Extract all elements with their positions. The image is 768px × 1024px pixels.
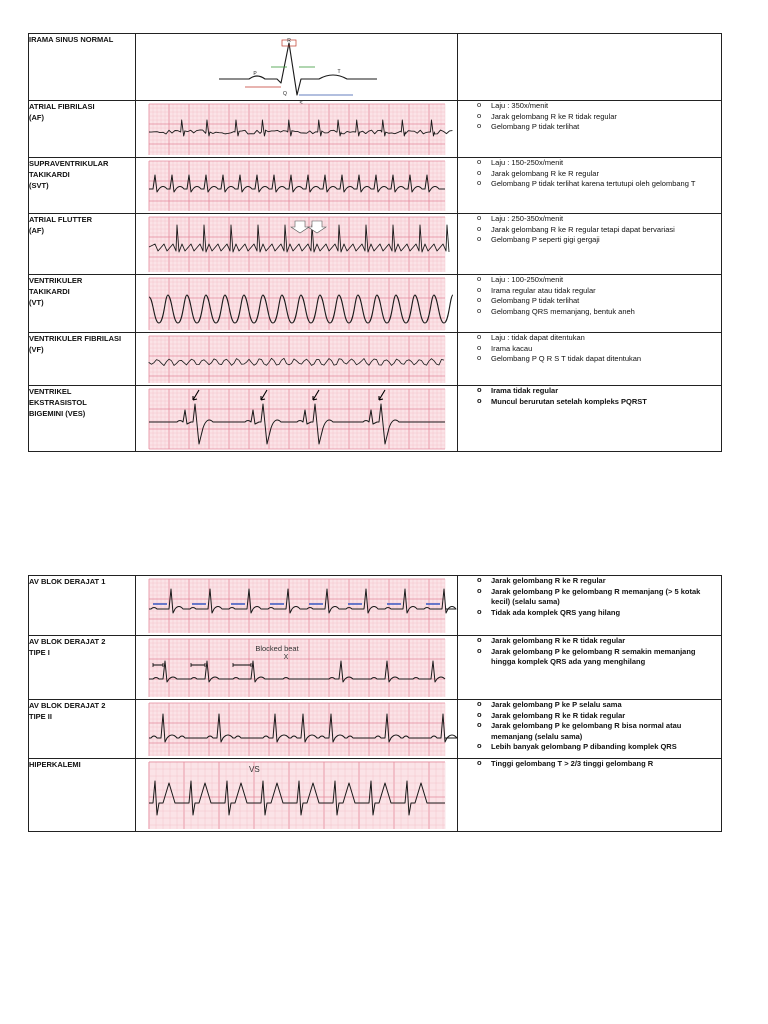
vs-label: VS: [248, 765, 260, 774]
wave-label-q: Q: [282, 91, 287, 97]
note-item: o Jarak gelombang R ke R regular tetapi dapat bervariasi: [458, 225, 721, 236]
wave-label-r: R: [286, 38, 291, 44]
rhythm-notes-list: [458, 214, 721, 246]
note-item: o Gelombang P tidak terlihat: [458, 122, 721, 133]
note-item: o Jarak gelombang R ke R tidak regular: [458, 112, 721, 123]
ecg-strip-avb2b: [149, 703, 445, 756]
note-item: o Irama kacau: [458, 344, 721, 355]
rhythm-notes-cell: [458, 333, 722, 386]
rhythm-row-sinus: [29, 34, 722, 101]
rhythm-notes-list: [458, 636, 721, 668]
rhythm-row-ves: [29, 386, 722, 452]
ecg-strip-cell: [136, 101, 458, 158]
rhythm-name-cell: [29, 275, 136, 333]
ecg-strip-sinus: [149, 37, 445, 98]
ecg-paper: [149, 762, 445, 829]
note-item: o Lebih banyak gelombang P dibanding komplek QRS: [458, 742, 721, 753]
rhythm-row-hyperk: [29, 759, 722, 832]
note-item: o Jarak gelombang P ke P selalu sama: [458, 700, 721, 711]
note-item: o Laju : 350x/menit: [458, 101, 721, 112]
rhythm-notes-cell: [458, 158, 722, 214]
rhythm-notes-cell: [458, 759, 722, 832]
ecg-strip-cell: [136, 576, 458, 636]
rhythm-row-vf: [29, 333, 722, 386]
rhythm-row-vt: [29, 275, 722, 333]
rhythm-name-line: BIGEMINI (VES): [29, 409, 86, 418]
note-item: o Gelombang P seperti gigi gergaji: [458, 235, 721, 246]
note-item: o Irama tidak regular: [458, 386, 721, 397]
rhythm-name-line: (AF): [29, 113, 44, 122]
rhythm-notes-list: [458, 158, 721, 190]
rhythm-name-line: TIPE I: [29, 648, 50, 657]
rhythm-row-svt: [29, 158, 722, 214]
ecg-strip-vf: [149, 336, 445, 383]
note-item: o Laju : 100-250x/menit: [458, 275, 721, 286]
rhythm-row-avb2a: [29, 636, 722, 700]
rhythm-notes-list: [458, 101, 721, 133]
rhythm-notes-cell: [458, 576, 722, 636]
rhythm-name-line: (VF): [29, 345, 44, 354]
ecg-strip-cell: [136, 636, 458, 700]
rhythm-name-line: TAKIKARDI: [29, 287, 70, 296]
note-item: o Muncul berurutan setelah kompleks PQRST: [458, 397, 721, 408]
rhythm-name-cell: [29, 386, 136, 452]
note-item: o Jarak gelombang P ke gelombang R memanjang (> 5 kotak kecil) (selalu sama): [458, 587, 721, 608]
rhythm-notes-list: [458, 386, 721, 407]
rhythm-notes-cell: [458, 34, 722, 101]
ecg-strip-vt: [149, 278, 445, 330]
blocked-beat-label: Blocked beat: [254, 644, 299, 653]
rhythm-row-avb2b: [29, 700, 722, 759]
rhythm-name-line: (SVT): [29, 181, 49, 190]
note-item: o Gelombang P tidak terlihat: [458, 296, 721, 307]
note-item: o Laju : 250-350x/menit: [458, 214, 721, 225]
rhythm-notes-cell: [458, 275, 722, 333]
rhythm-notes-list: [458, 275, 721, 317]
rhythm-name-cell: [29, 576, 136, 636]
ecg-strip-cell: [136, 700, 458, 759]
rhythm-notes-cell: [458, 636, 722, 700]
rhythm-notes-list: [458, 759, 721, 770]
rhythm-notes-cell: [458, 214, 722, 275]
ecg-strip-cell: [136, 275, 458, 333]
rhythm-notes-list: [458, 700, 721, 753]
ecg-strip-cell: [136, 214, 458, 275]
rhythm-notes-list: [458, 333, 721, 365]
rhythm-name-line: ATRIAL FLUTTER: [29, 215, 93, 224]
note-item: o Tidak ada komplek QRS yang hilang: [458, 608, 721, 619]
ecg-strip-cell: [136, 158, 458, 214]
ecg-strip-cell: [136, 333, 458, 386]
rhythm-notes-cell: [458, 700, 722, 759]
note-item: o Gelombang P tidak terlihat karena tertutupi oleh gelombang T: [458, 179, 721, 190]
note-item: o Jarak gelombang R ke R tidak regular: [458, 711, 721, 722]
rhythm-name-cell: [29, 636, 136, 700]
ecg-strip-ves: [149, 389, 445, 449]
note-item: o Laju : 150-250x/menit: [458, 158, 721, 169]
wave-label-t: T: [336, 69, 341, 75]
rhythm-name-line: (AF): [29, 226, 44, 235]
rhythm-name-line: AV BLOK DERAJAT 2: [29, 701, 106, 710]
rhythm-name-line: IRAMA SINUS NORMAL: [29, 35, 114, 44]
blocked-beat-mark: X: [283, 654, 288, 661]
rhythm-table-2: [28, 575, 722, 832]
rhythm-name-line: VENTRIKEL: [29, 387, 72, 396]
note-item: o Laju : tidak dapat ditentukan: [458, 333, 721, 344]
rhythm-name-cell: [29, 101, 136, 158]
rhythm-name-line: (VT): [29, 298, 44, 307]
note-item: o Gelombang P Q R S T tidak dapat ditentukan: [458, 354, 721, 365]
rhythm-name-cell: [29, 214, 136, 275]
note-item: o Jarak gelombang P ke gelombang R bisa normal atau memanjang (selalu sama): [458, 721, 721, 742]
wave-label-p: P: [252, 71, 257, 77]
rhythm-name-line: AV BLOK DERAJAT 2: [29, 637, 106, 646]
note-item: o Gelombang QRS memanjang, bentuk aneh: [458, 307, 721, 318]
rhythm-name-line: AV BLOK DERAJAT 1: [29, 577, 106, 586]
ecg-strip-svt: [149, 161, 445, 211]
note-item: o Irama regular atau tidak regular: [458, 286, 721, 297]
note-item: o Jarak gelombang R ke R regular: [458, 169, 721, 180]
ecg-strip-cell: [136, 34, 458, 101]
rhythm-notes-cell: [458, 386, 722, 452]
rhythm-name-cell: [29, 759, 136, 832]
rhythm-name-cell: [29, 700, 136, 759]
rhythm-row-flutter: [29, 214, 722, 275]
rhythm-notes-list: [458, 576, 721, 618]
rhythm-table-1: [28, 33, 722, 452]
ecg-strip-avb1: [149, 579, 445, 633]
ecg-strip-cell: [136, 759, 458, 832]
note-item: o Jarak gelombang R ke R tidak regular: [458, 636, 721, 647]
ecg-strip-af: [149, 104, 445, 155]
rhythm-name-line: TIPE II: [29, 712, 52, 721]
rhythm-name-line: HIPERKALEMI: [29, 760, 81, 769]
rhythm-name-cell: [29, 158, 136, 214]
rhythm-row-af: [29, 101, 722, 158]
ecg-strip-flutter: [149, 217, 445, 272]
note-item: o Jarak gelombang R ke R regular: [458, 576, 721, 587]
rhythm-name-line: EKSTRASISTOL: [29, 398, 87, 407]
rhythm-name-cell: [29, 34, 136, 101]
rhythm-name-line: ATRIAL FIBRILASI: [29, 102, 95, 111]
note-item: o Jarak gelombang P ke gelombang R semakin memanjang hingga komplek QRS ada yang menghilang: [458, 647, 721, 668]
rhythm-notes-cell: [458, 101, 722, 158]
note-item: o Tinggi gelombang T > 2/3 tinggi gelombang R: [458, 759, 721, 770]
rhythm-name-line: VENTRIKULER FIBRILASI: [29, 334, 122, 343]
ecg-strip-cell: [136, 386, 458, 452]
ecg-strip-avb2a: [149, 639, 445, 697]
rhythm-name-cell: [29, 333, 136, 386]
ecg-strip-hyperk: [149, 762, 445, 829]
sinus-background: [149, 37, 445, 98]
rhythm-row-avb1: [29, 576, 722, 636]
rhythm-name-line: SUPRAVENTRIKULAR: [29, 159, 109, 168]
rhythm-name-line: VENTRIKULER: [29, 276, 83, 285]
rhythm-name-line: TAKIKARDI: [29, 170, 70, 179]
